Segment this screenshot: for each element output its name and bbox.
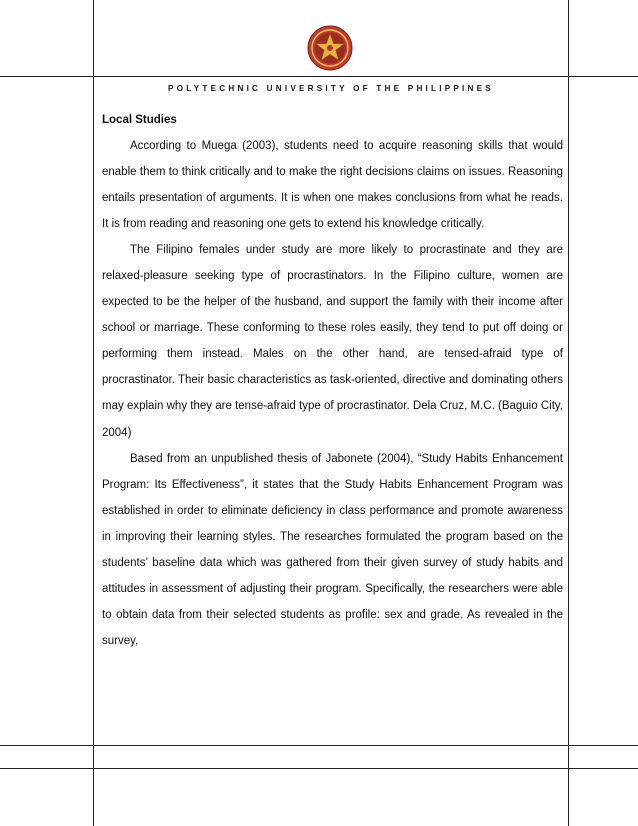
paragraph-jabonete: Based from an unpublished thesis of Jabonete (2004), “Study Habits Enhancement Program: Its Effectiveness”, it states that the Study Habits Enhancement Program was established in order to eliminate deficiency in class performance and promote awareness in improving their learning styles. The researches formulated the program based on the students’ baseline data which was gathered from their given survey of study habits and attitudes in assessment of adjusting their program. Specifically, the researchers were able to obtain data from their selected students as profile: sex and grade. As revealed in the survey, bbox=[102, 452, 563, 647]
left-margin-line bbox=[93, 0, 94, 826]
section-heading: Local Studies bbox=[102, 114, 177, 126]
header-rule bbox=[0, 76, 638, 77]
right-margin-line bbox=[568, 0, 569, 826]
paragraph-filipino-females: The Filipino females under study are more likely to procrastinate and they are relaxed-pleasure seeking type of procrastinators. In the Filipino culture, women are expected to be the helper of the husband, and support the family with their income after school or marriage. These conforming to these roles easily, they tend to put off doing or performing them instead. Males on the other hand, are tensed-afraid type of procrastinator. Their basic characteristics as task-oriented, directive and dominating others may explain why they are tense-afraid type of procrastinator. Dela Cruz, M.C. (Baguio City, 2004) bbox=[102, 244, 563, 439]
footer-rule-bottom bbox=[0, 768, 638, 769]
footer-rule-top bbox=[0, 745, 638, 746]
paragraph-muega: According to Muega (2003), students need to acquire reasoning skills that would enable them to think critically and to make the right decisions claims on issues. Reasoning entails presentation of arguments. It is when one makes conclusions from what he reads. It is from reading and reasoning one gets to extend his knowledge critically. bbox=[102, 140, 563, 231]
pup-seal-icon bbox=[305, 24, 355, 72]
document-body bbox=[102, 112, 563, 654]
institution-title: POLYTECHNIC UNIVERSITY OF THE PHILIPPINES bbox=[168, 84, 494, 93]
